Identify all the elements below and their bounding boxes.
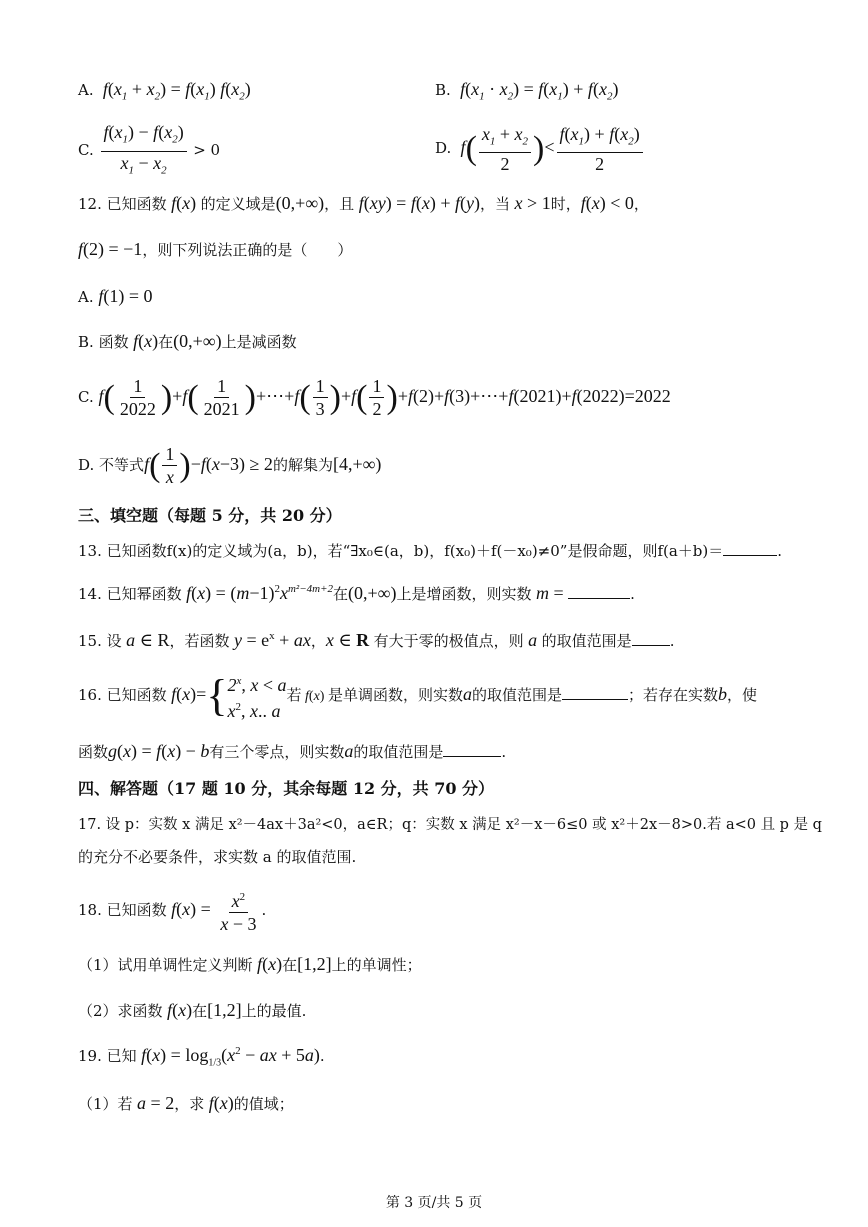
option-label: B. (78, 333, 94, 351)
q18-p1-interval: [1,2] (297, 954, 332, 974)
q16-a2: a (344, 741, 354, 761)
q15-func: $y = e^x$ + ax (229, 630, 311, 650)
q12-text: 的定义域是 (200, 195, 276, 213)
q18-stem: 18. 已知函数 f(x) = $\frac{x^2}{x - 3}$ . (78, 884, 808, 934)
option-label: D. (78, 456, 95, 474)
option-c-formula: $\frac{f(x_1) - f(x_2)}{x_1 - x_2}$ (99, 139, 194, 159)
q16-text: 若 (286, 686, 302, 704)
q15: 15. 设 a ∈ R，若函数 $y = e^x$ + ax，x ∈ R 有大于零的极值点，则 a 的取值范围是 . (78, 630, 675, 650)
q12-text: ， (633, 195, 649, 213)
q15-domain: x ∈ R (325, 630, 370, 650)
q18-p2-text: 上的最值. (241, 1002, 307, 1020)
option-c-tail: > 0 (193, 141, 221, 160)
q16-text: 的取值范围是 (353, 743, 444, 761)
q14-text: 在 (333, 585, 349, 603)
option-a-label: A. (78, 81, 94, 99)
option-b-label: B. (435, 81, 451, 99)
q12-c-formula: f( $\frac{1}{2022}$ )+f( $\frac{1}{2021}$ )+⋯+f( $\frac{1}{3}$ )+f( $\frac{1}{2}$ )+f(2)+f(3)+⋯+f(2021)+f(2022)=2022 (98, 376, 671, 420)
q14-interval: (0,+∞) (348, 583, 397, 603)
q12-stem-line1 (78, 192, 808, 215)
option-b (435, 78, 618, 108)
q19-formula: $f(x) = \log_{1/3}(x^2$ − ax + 5a) (136, 1045, 320, 1069)
q12-text: ，且 (324, 195, 355, 213)
q16-text: ，使 (727, 686, 758, 704)
q12-domain: (0,+∞) (275, 193, 325, 213)
q12-d-text: 的解集为 (272, 456, 333, 474)
option-a-formula: $f(x_1 + x_2) = f(x_1)$ $f(x_2)$ (98, 79, 251, 103)
q18-part2 (78, 999, 808, 1022)
q18-p1-text: 在 (282, 956, 298, 974)
q12-math-cond: x > 1 (510, 193, 551, 213)
q14-text: 上是增函数，则实数 (396, 585, 532, 603)
q19-number: 19. (78, 1047, 102, 1065)
q18-p2-fx: f(x) (162, 1000, 193, 1020)
q11-options-row2 (78, 122, 808, 177)
q18-number: 18. (78, 901, 102, 919)
q16-blank-2 (443, 742, 501, 757)
q16-text: ；若存在实数 (628, 686, 719, 704)
q18-part1 (78, 953, 808, 976)
q17-line2: 的充分不必要条件，求实数 a 的取值范围. (78, 848, 357, 866)
q12-math-fx: f(x) (166, 193, 197, 213)
q17-line1: 17. 设 p：实数 x 满足 x²－4ax＋3a²<0，a∈R；q：实数 x 满足 x²－x－6≤0 或 x²＋2x－8>0.若 a<0 且 p 是 q (78, 817, 822, 833)
q18-p2-text: 在 (192, 1002, 208, 1020)
q19-p1-text: ，求 (174, 1095, 205, 1113)
q15-text: 有大于零的极值点，则 (373, 632, 524, 650)
q12-text: ，则下列说法正确的是（ ） (142, 241, 353, 259)
q15-math-a: a ∈ R (121, 630, 170, 650)
q12-text: 时， (550, 195, 581, 213)
q19-p1-a: a = 2 (132, 1093, 175, 1113)
q16-number: 16. (78, 686, 102, 704)
q16-text: 已知函数 (106, 686, 167, 704)
option-d (435, 122, 645, 174)
q16-fx: f(x) (301, 689, 328, 704)
option-label: C. (78, 388, 94, 406)
q12-math-eq: f(xy) = f(x) + f(y) (354, 193, 481, 213)
q12-b-text: 上是减函数 (221, 333, 297, 351)
q12-a-formula: f(1) = 0 (98, 286, 153, 306)
q19-stem: 19. 已知 $f(x) = \log_{1/3}(x^2$ − ax + 5a). (78, 1045, 325, 1069)
q15-text: 设 (106, 632, 122, 650)
section-4-title: 四、解答题（17 题 10 分，其余每题 12 分，共 70 分） (78, 779, 495, 798)
q18-p2-interval: [1,2] (207, 1000, 242, 1020)
q19-part1 (78, 1092, 808, 1115)
q19-p1-fx: f(x) (204, 1093, 234, 1113)
q16-text: 函数 (78, 743, 109, 761)
q12-d-text: 不等式 (99, 456, 145, 474)
q11-options-row1 (78, 78, 808, 108)
q16-blank-1 (562, 685, 628, 700)
q16-text: 是单调函数，则实数 (327, 686, 463, 704)
q18-p1-fx: f(x) (252, 954, 283, 974)
q14-number: 14. (78, 585, 102, 603)
q18-formula: f(x) = $\frac{x^2}{x - 3}$ (167, 899, 262, 919)
q12-stem-line2 (78, 238, 808, 261)
section-3-title: 三、填空题（每题 5 分，共 20 分） (78, 506, 342, 525)
q12-b-interval: (0,+∞) (173, 331, 222, 351)
option-b-formula: $f(x_1 \cdot x_2) = f(x_1) + f(x_2)$ (455, 79, 619, 103)
q15-text: ， (310, 632, 326, 650)
q12-math-neg: f(x) < 0 (580, 193, 634, 213)
q19-text: 已知 (106, 1047, 137, 1065)
q12-option-d (78, 440, 808, 488)
q12-d-formula: f( $\frac{1}{x}$ )−f(x−3) ≥ 2 (144, 444, 273, 488)
q15-blank (632, 631, 670, 646)
q13-text: 13. 已知函数f(x)的定义域为(a，b)，若“∃x₀∈(a，b)，f(x₀)＋f(－x₀)≠0”是假命题，则f(a＋b)＝ (78, 542, 724, 560)
q16-text: 有三个零点，则实数 (209, 743, 345, 761)
q18-text: 已知函数 (106, 901, 167, 919)
q16-line2: 函数g(x) = f(x) − b有三个零点，则实数a的取值范围是 . (78, 741, 507, 761)
option-c-label: C. (78, 141, 94, 160)
option-label: A. (78, 288, 94, 306)
q16-piecewise: f(x)= { 2$^x$, x < a $x^2$, x.. a (166, 670, 287, 721)
q15-number: 15. (78, 632, 102, 650)
q12-option-a (78, 285, 808, 308)
option-d-label: D. (435, 139, 452, 157)
q12-number: 12. (78, 195, 102, 213)
q16-text: 的取值范围是 (471, 686, 562, 704)
q14: 14. 已知幂函数 $f(x) = (m-1)^2x^{m^2-4m+2}$在(0,+∞)上是增函数，则实数 m = . (78, 583, 635, 603)
q19-p1-text: 的值域； (233, 1095, 294, 1113)
page-footer: 第 3 页/共 5 页 (385, 1195, 483, 1211)
q13-blank (723, 541, 777, 556)
q12-b-text: 在 (158, 333, 174, 351)
q12-b-math: f(x) (128, 331, 159, 351)
q14-text: 已知幂函数 (106, 585, 182, 603)
q12-math-f2: f(2) = −1 (78, 239, 143, 259)
option-d-formula: f( $\frac{x_1 + x_2}{2}$ )< $\frac{f(x_1) + f(x_2)}{2}$ (456, 137, 645, 157)
q16-a: a (462, 684, 472, 704)
q15-text: ，若函数 (169, 632, 230, 650)
q16-gx: g(x) = f(x) − b (108, 741, 210, 761)
q16-b: b (718, 684, 728, 704)
q19-p1-text: （1）若 (78, 1095, 133, 1113)
q12-text: ，当 (480, 195, 511, 213)
q15-text: 的取值范围是 (541, 632, 632, 650)
q18-p1-text: 上的单调性； (331, 956, 422, 974)
q12-option-b (78, 330, 808, 353)
q14-blank (568, 584, 630, 599)
q18-p2-text: （2）求函数 (78, 1002, 163, 1020)
q12-text: 已知函数 (106, 195, 167, 213)
q16-line1 (78, 666, 808, 722)
q12-d-interval: [4,+∞) (332, 454, 382, 474)
q12-b-text: 函数 (98, 333, 129, 351)
q18-p1-text: （1）试用单调性定义判断 (78, 956, 253, 974)
q14-m: m = (531, 583, 569, 603)
q13: 13. 已知函数f(x)的定义域为(a，b)，若“∃x₀∈(a，b)，f(x₀)＋f(－x₀)≠0”是假命题，则f(a＋b)＝ . (78, 542, 783, 560)
q12-option-c (78, 372, 808, 420)
q14-formula: $f(x) = (m-1)^2x^{m^2-4m+2}$ (181, 583, 333, 603)
q15-a: a (523, 630, 542, 650)
